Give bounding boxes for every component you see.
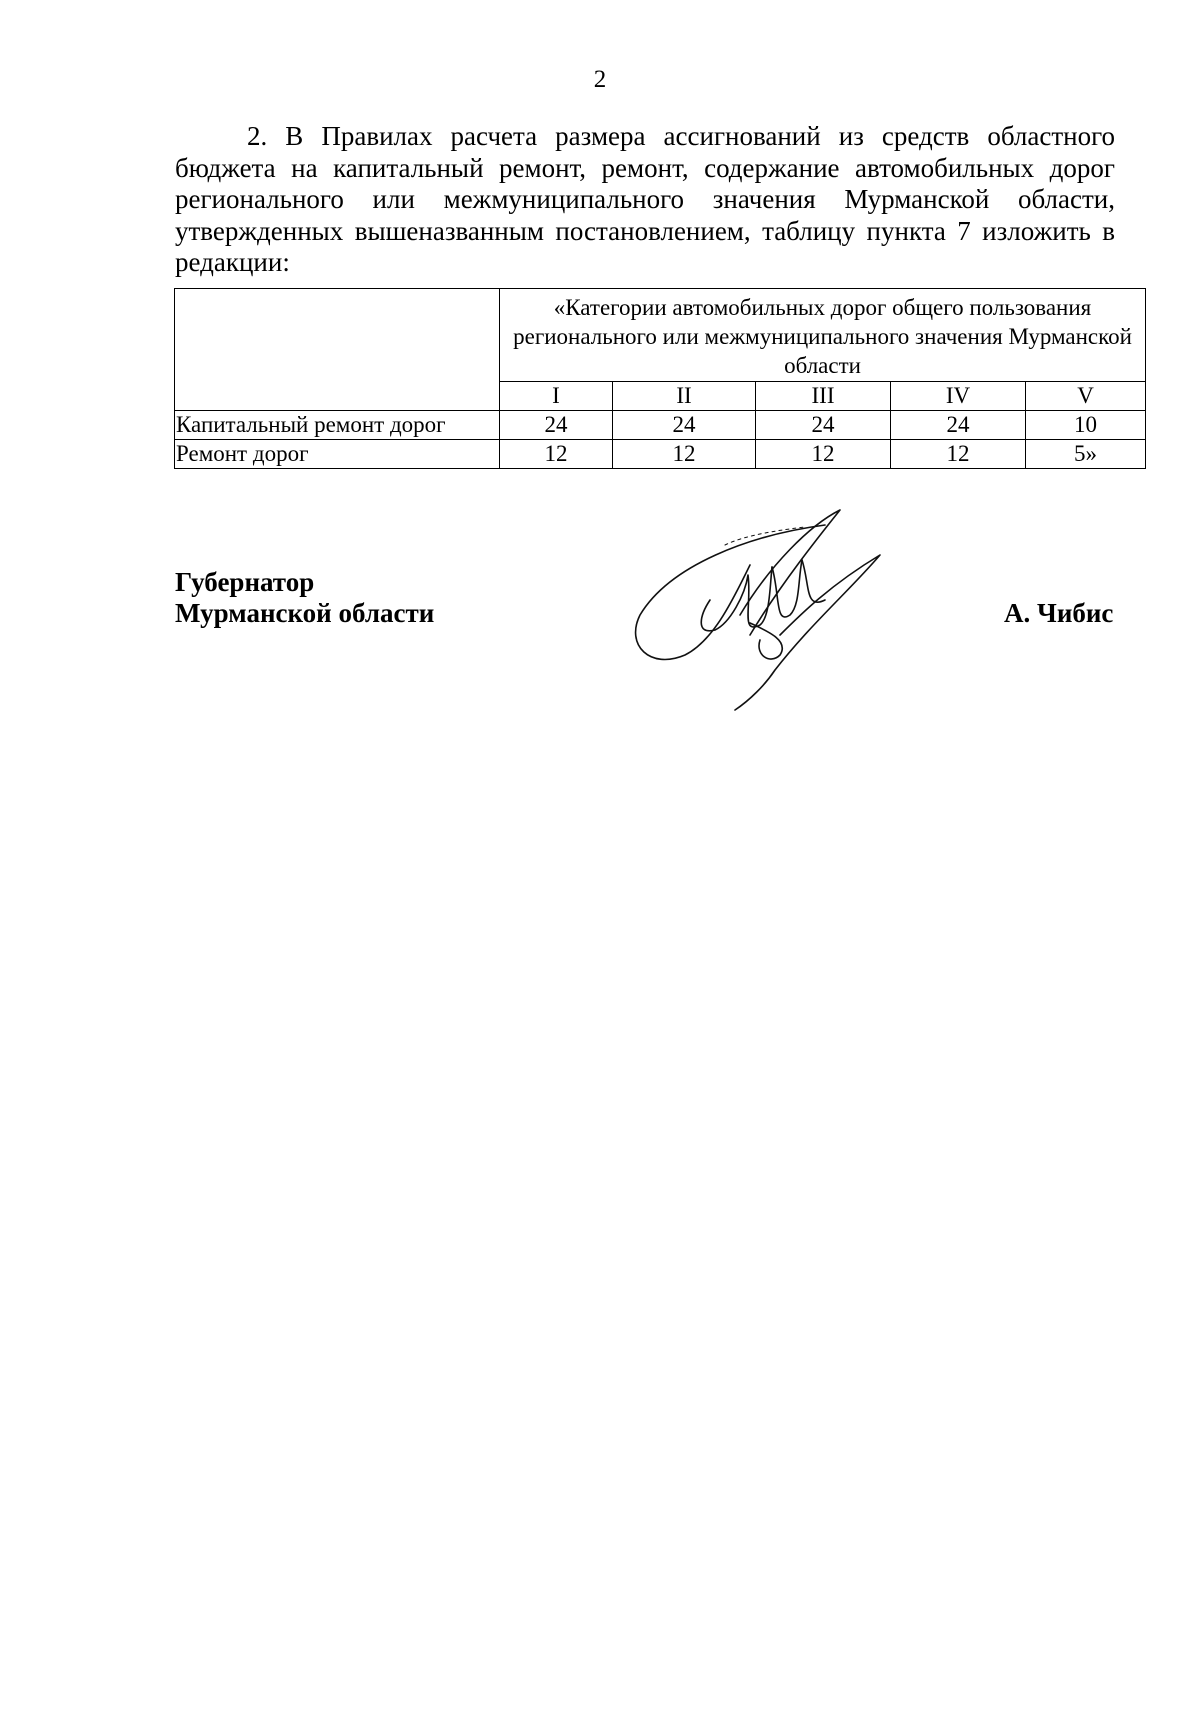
table-cell: 5»	[1026, 440, 1146, 469]
allocation-table	[174, 288, 1146, 469]
category-cell: V	[1026, 382, 1146, 411]
category-cell: I	[500, 382, 613, 411]
table-cell: 24	[500, 411, 613, 440]
body-paragraph: 2. В Правилах расчета размера ассигнований из средств областного бюджета на капитальный ремонт, ремонт, содержание автомобильных дорог регионального или межмуниципального значения Мурманской области, утвержденных вышеназванным постановлением, таблицу пункта 7 изложить в редакции:	[175, 121, 1115, 277]
table-cell: 12	[500, 440, 613, 469]
row-label: Ремонт дорог	[175, 440, 500, 469]
table-header: «Категории автомобильных дорог общего пользования регионального или межмуниципального значения Мурманской области	[500, 289, 1146, 382]
table-cell: 12	[613, 440, 756, 469]
table-row	[175, 411, 1146, 440]
signatory-title-line1: Губернатор	[175, 567, 315, 597]
handwritten-signature	[630, 505, 900, 715]
signatory-name: А. Чибис	[1004, 598, 1114, 628]
category-cell: II	[613, 382, 756, 411]
table-row	[175, 440, 1146, 469]
table-cell: 10	[1026, 411, 1146, 440]
category-cell: III	[756, 382, 891, 411]
category-cell: IV	[891, 382, 1026, 411]
row-label: Капитальный ремонт дорог	[175, 411, 500, 440]
page-number: 2	[593, 66, 607, 93]
table-corner-empty	[175, 289, 500, 411]
table-cell: 24	[891, 411, 1026, 440]
table-cell: 12	[891, 440, 1026, 469]
table-cell: 24	[613, 411, 756, 440]
table-cell: 12	[756, 440, 891, 469]
table-cell: 24	[756, 411, 891, 440]
signatory-title-line2: Мурманской области	[175, 598, 435, 628]
signatory-title	[175, 567, 434, 629]
